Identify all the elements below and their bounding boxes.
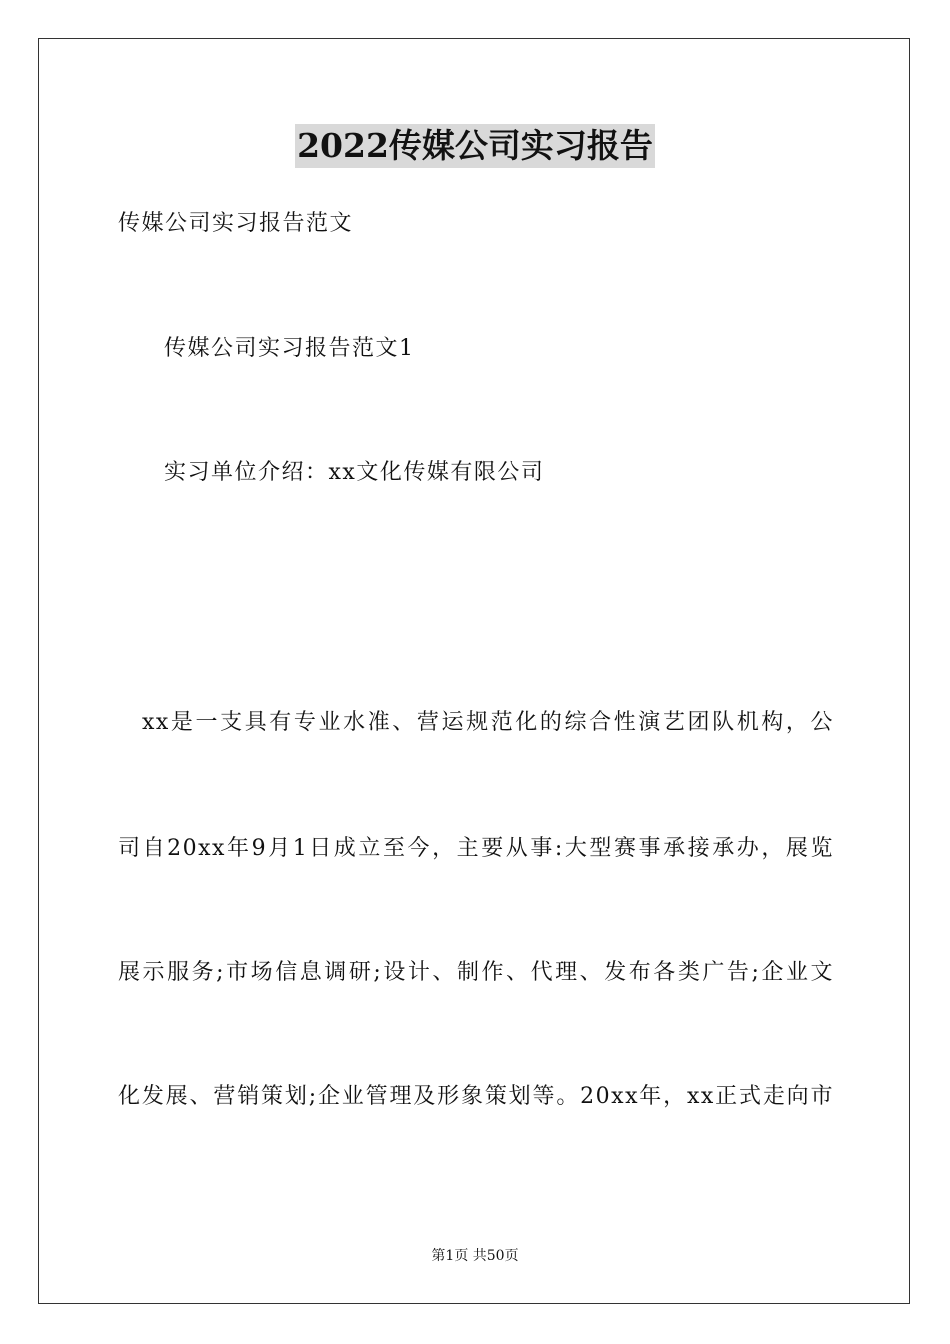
paragraph-line: 化发展、营销策划;企业管理及形象策划等。20xx年，xx正式走向市 [118,1084,834,1109]
paragraph-line: xx是一支具有专业水准、营运规范化的综合性演艺团队机构，公 [142,710,834,735]
title-container [0,124,950,168]
document-subtitle: 传媒公司实习报告范文 [118,211,354,236]
unit-intro: 实习单位介绍：xx文化传媒有限公司 [164,460,545,485]
page-footer: 第1页 共50页 [431,1248,519,1264]
section-heading: 传媒公司实习报告范文1 [164,336,415,361]
paragraph-line: 展示服务;市场信息调研;设计、制作、代理、发布各类广告;企业文 [118,960,834,985]
paragraph-line: 司自20xx年9月1日成立至今，主要从事:大型赛事承接承办，展览 [118,836,834,861]
document-title: 2022传媒公司实习报告 [295,124,655,168]
